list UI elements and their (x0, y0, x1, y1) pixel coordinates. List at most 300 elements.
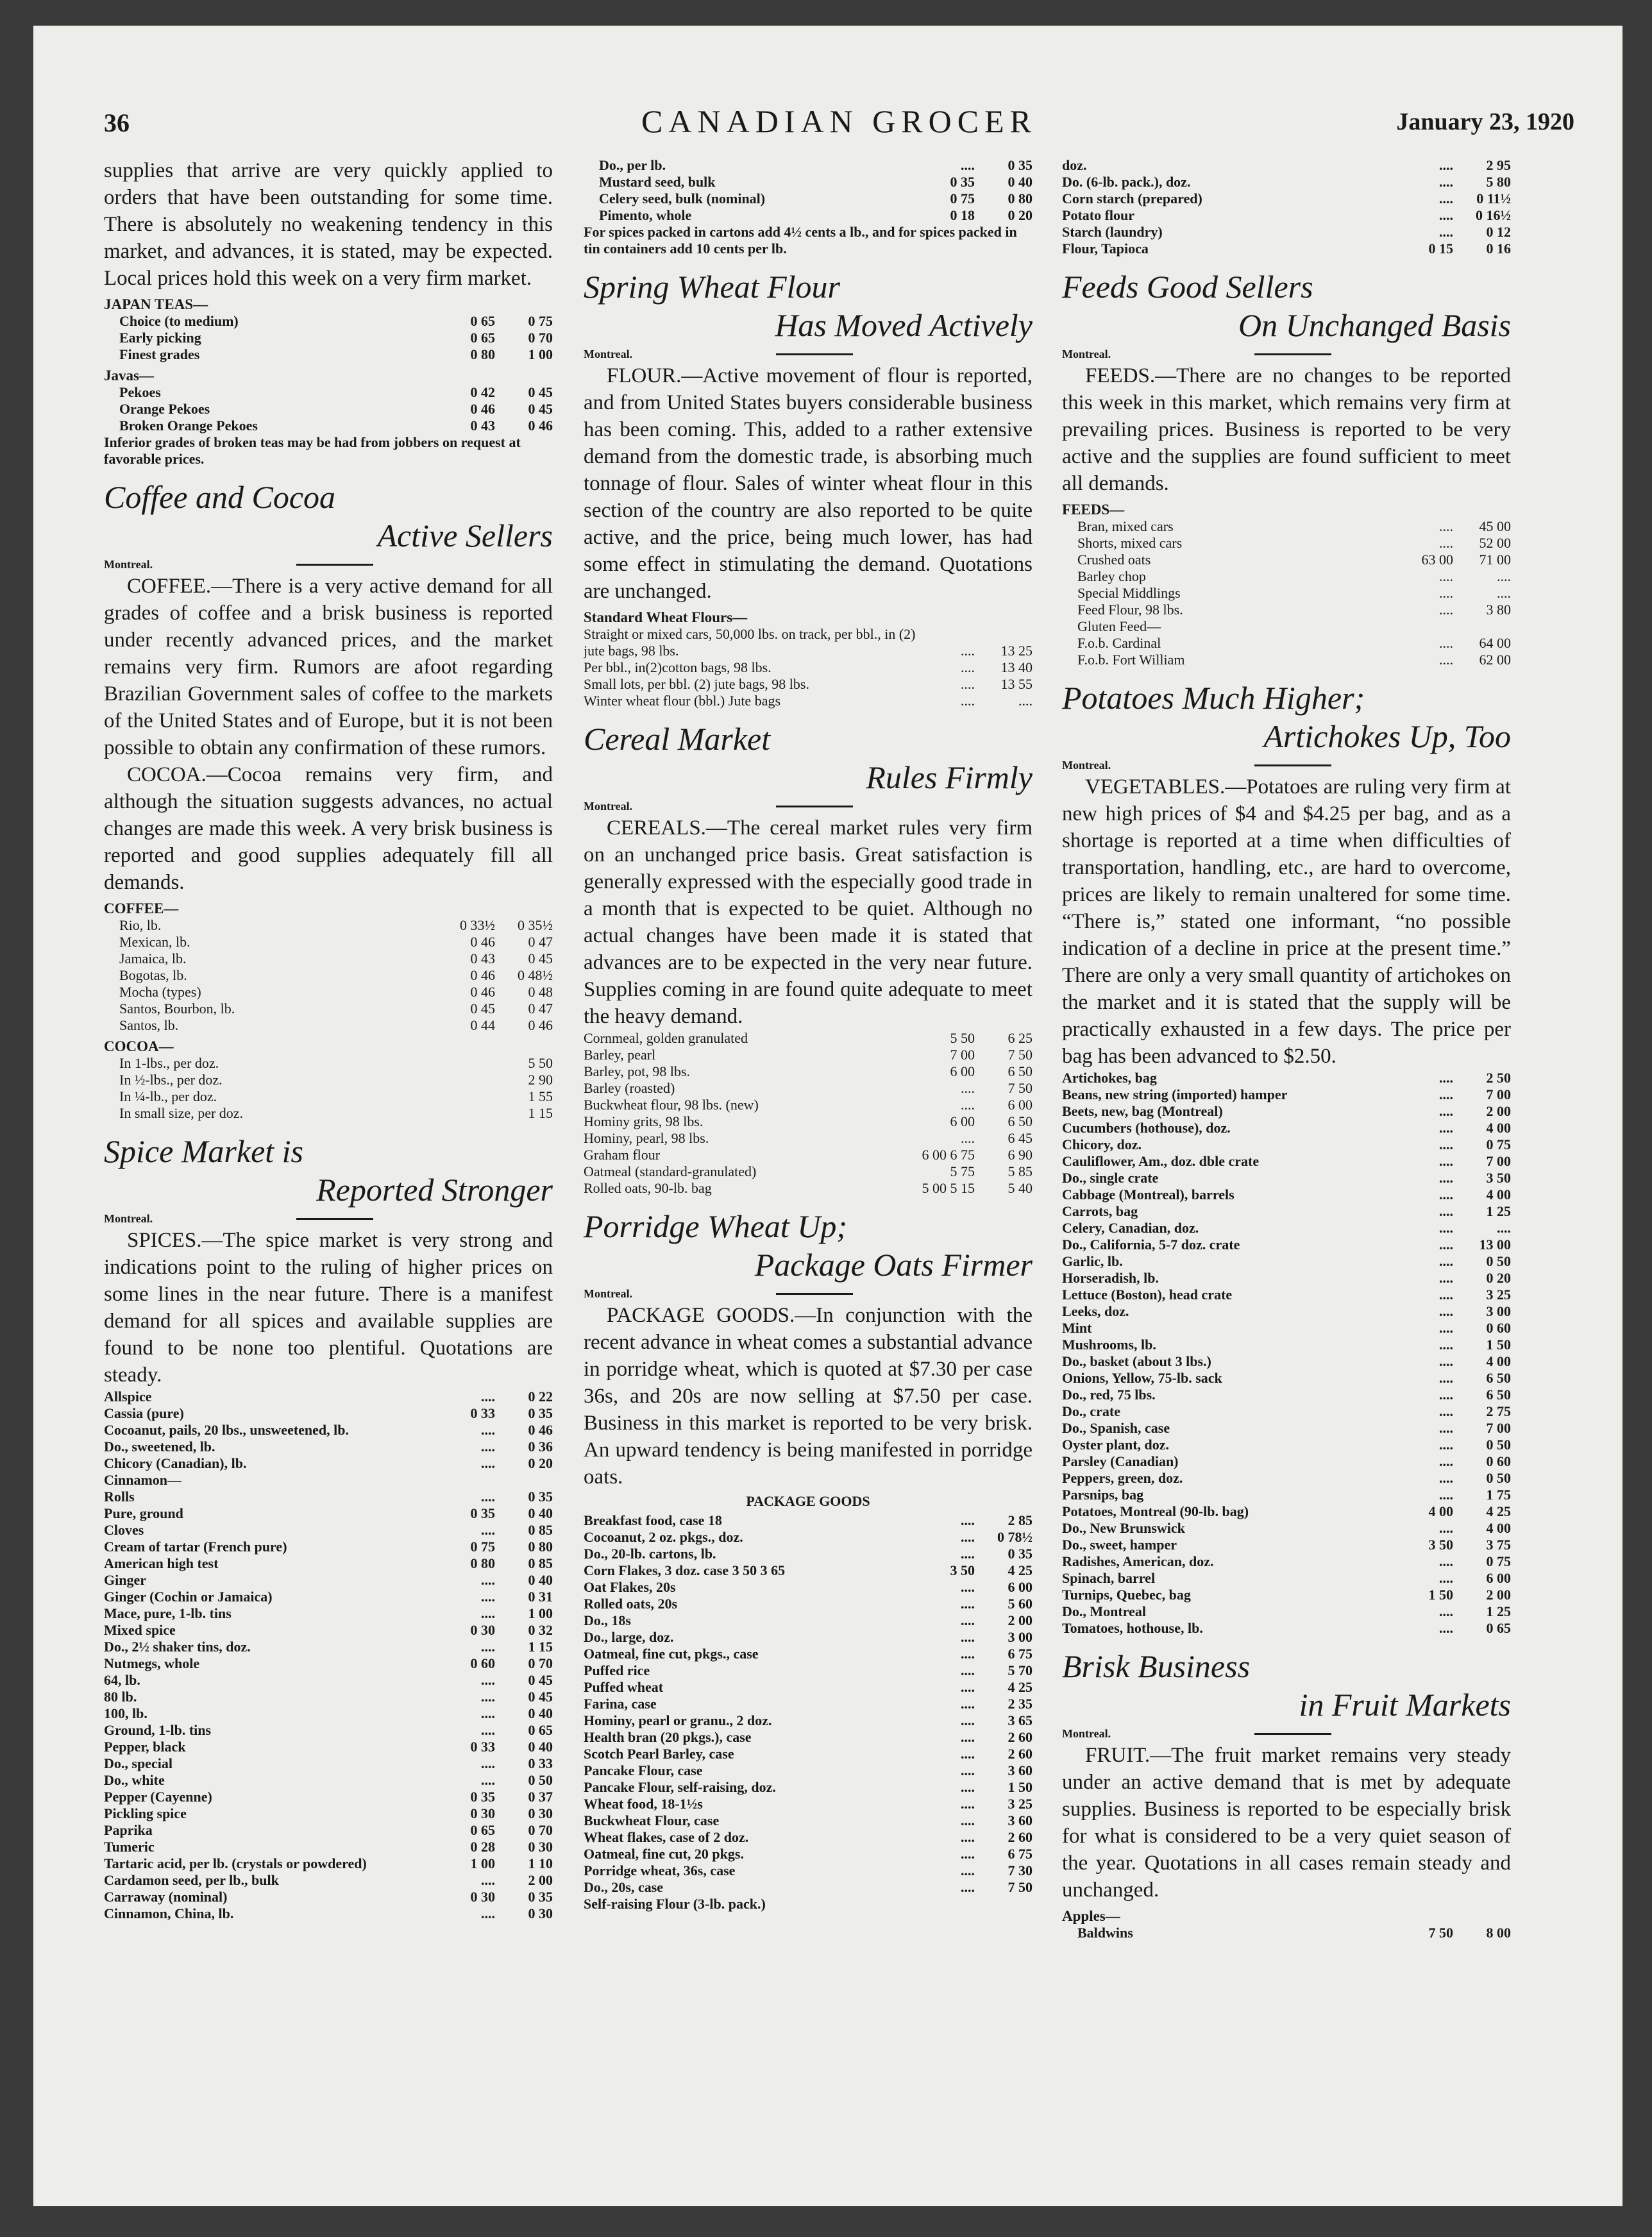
price-row (1062, 1303, 1511, 1320)
price-row (104, 1105, 553, 1122)
price-row (104, 1589, 553, 1605)
price-row (1062, 1103, 1511, 1120)
item-name: Garlic, lb. (1062, 1253, 1123, 1269)
price-low: 0 46 (470, 984, 495, 1000)
item-name: Do., Montreal (1062, 1603, 1146, 1619)
price-high: 6 25 (1007, 1030, 1032, 1046)
price-low: .... (961, 1130, 975, 1146)
item-name: Barley, pot, 98 lbs. (584, 1063, 690, 1079)
dateline-text: Montreal. (584, 1287, 633, 1300)
price-high: 6 90 (1007, 1147, 1032, 1163)
price-low: .... (481, 1455, 495, 1471)
price-row (1062, 1403, 1511, 1420)
price-low: .... (961, 1796, 975, 1812)
price-low: .... (1439, 1553, 1453, 1569)
dateline-text: Montreal. (1062, 759, 1111, 772)
price-low: 0 33½ (460, 917, 495, 933)
price-low: 0 65 (470, 313, 495, 329)
price-low: .... (1439, 652, 1453, 668)
porridge-text: PACKAGE GOODS.—In conjunction with the recent advance in wheat comes a substantial advance in porridge wheat, which is quoted at $7.30 per case 36s, and 20s are now selling at $7.50 per case. Business in this market is reported to be very brisk. An upward tendency is being manifested in porridge oats. (584, 1304, 1032, 1489)
price-low: .... (961, 1546, 975, 1562)
price-row (1062, 1220, 1511, 1237)
price-high: 5 70 (1007, 1662, 1032, 1678)
price-high: 6 75 (1007, 1846, 1032, 1862)
price-high: 6 50 (1486, 1387, 1511, 1403)
price-row (104, 330, 553, 346)
japan-teas-head: JAPAN TEAS— (104, 296, 208, 312)
price-low: .... (1439, 207, 1453, 223)
item-name: Do., Spanish, case (1062, 1420, 1170, 1436)
price-low: 0 35 (470, 1505, 495, 1521)
price-row (104, 1572, 553, 1589)
price-low: .... (1439, 1086, 1453, 1102)
item-name: Parsley (Canadian) (1062, 1453, 1179, 1469)
price-high: 52 00 (1479, 535, 1511, 551)
feeds-list-head: FEEDS— (1062, 502, 1125, 518)
item-name: Mixed spice (104, 1622, 176, 1638)
price-low (437, 1088, 495, 1105)
price-high: 0 48 (528, 984, 553, 1000)
price-low: .... (481, 1722, 495, 1738)
price-low (917, 1896, 975, 1912)
item-name: Cabbage (Montreal), barrels (1062, 1186, 1235, 1203)
item-name: Do., sweet, hamper (1062, 1537, 1177, 1553)
price-high: 7 50 (1007, 1047, 1032, 1063)
rule (1254, 353, 1331, 355)
price-low: 5 75 (950, 1163, 975, 1179)
price-low: 0 18 (950, 207, 975, 223)
price-row (104, 401, 553, 418)
coffee-text: COFFEE.—There is a very active demand for all grades of coffee and a brisk business is reported under recently advanced prices, and the market remains very firm. Rumors are afoot regarding Brazilian Government sales of coffee to the markets of the United States and of Europe, but it is not been possible to obtain any confirmation of these rumors. (104, 575, 553, 759)
item-name: Ground, 1-lb. tins (104, 1722, 212, 1738)
price-low: .... (481, 1522, 495, 1538)
price-row (104, 1055, 553, 1072)
price-row (104, 346, 553, 363)
item-name: Beets, new, bag (Montreal) (1062, 1103, 1223, 1119)
price-low: .... (1439, 568, 1453, 584)
price-low: .... (961, 1846, 975, 1862)
price-row (584, 1546, 1032, 1562)
price-low: 0 43 (470, 418, 495, 434)
price-high: 3 25 (1007, 1796, 1032, 1812)
item-name: Peppers, green, doz. (1062, 1470, 1183, 1486)
item-name: Rolls (104, 1489, 135, 1505)
price-high: 0 35 (528, 1889, 553, 1905)
price-row (584, 1163, 1032, 1180)
item-name: Buckwheat flour, 98 lbs. (new) (584, 1097, 759, 1113)
price-high: 2 35 (1007, 1696, 1032, 1712)
price-row (104, 1739, 553, 1755)
price-row (584, 1862, 1032, 1879)
price-high: 2 60 (1007, 1829, 1032, 1845)
price-row (1062, 1320, 1511, 1337)
item-name: 80 lb. (104, 1689, 137, 1705)
price-high: 0 46 (528, 1422, 553, 1438)
price-high: 0 36 (528, 1439, 553, 1455)
price-high: 13 55 (1000, 676, 1032, 692)
price-row (1062, 1237, 1511, 1253)
item-name: Starch (laundry) (1062, 224, 1163, 240)
coffee-table (104, 917, 553, 1034)
price-low (437, 1055, 495, 1072)
price-high: 7 00 (1486, 1420, 1511, 1436)
item-name: Wheat food, 18-1½s (584, 1796, 703, 1812)
price-row (104, 1855, 553, 1872)
price-row (1062, 1587, 1511, 1603)
item-name: Cream of tartar (French pure) (104, 1539, 287, 1555)
price-high: 0 45 (528, 950, 553, 967)
flour-list-head: Standard Wheat Flours— (584, 609, 748, 625)
price-low: 6 00 6 75 (922, 1147, 975, 1163)
price-row (1062, 1603, 1511, 1620)
price-row (104, 1000, 553, 1017)
price-row (104, 1689, 553, 1705)
price-row (584, 1879, 1032, 1896)
price-low: 0 46 (470, 934, 495, 950)
price-row (584, 1696, 1032, 1712)
price-high: .... (1497, 585, 1511, 601)
item-name: Pickling spice (104, 1805, 187, 1821)
price-low: .... (1439, 1170, 1453, 1186)
price-low: .... (1439, 1070, 1453, 1086)
price-high: 1 75 (1486, 1487, 1511, 1503)
item-name: Do., New Brunswick (1062, 1520, 1185, 1536)
price-high: 2 60 (1007, 1746, 1032, 1762)
price-row (584, 659, 1032, 676)
price-low: .... (961, 1512, 975, 1528)
price-row (104, 1389, 553, 1405)
price-low (437, 1072, 495, 1088)
price-low: .... (961, 1679, 975, 1695)
item-name: Pimento, whole (599, 207, 692, 223)
price-low: .... (961, 1879, 975, 1895)
spices-table (104, 1389, 553, 1922)
price-row (584, 1080, 1032, 1097)
price-high: 4 25 (1007, 1562, 1032, 1578)
price-low: .... (481, 1872, 495, 1888)
price-high: 0 30 (528, 1905, 553, 1921)
price-high: 0 20 (1007, 207, 1032, 223)
item-name: Farina, case (584, 1696, 657, 1712)
item-name: Pepper, black (104, 1739, 186, 1755)
headline-line-1: Potatoes Much Higher; (1062, 680, 1365, 716)
price-low: .... (961, 1080, 975, 1096)
price-row (1062, 1453, 1511, 1470)
price-low: .... (961, 1097, 975, 1113)
headline-line-2: Package Oats Firmer (754, 1247, 1032, 1283)
price-low: 63 00 (1421, 552, 1453, 568)
headline-line-2: Artichokes Up, Too (1263, 718, 1511, 754)
price-high: 0 35 (1007, 157, 1032, 173)
price-high: 3 60 (1007, 1762, 1032, 1778)
price-low: 0 33 (470, 1739, 495, 1755)
price-row (1062, 1253, 1511, 1270)
price-high: 0 50 (1486, 1253, 1511, 1269)
price-row (584, 1629, 1032, 1646)
price-row (1062, 241, 1511, 257)
price-row (1062, 1287, 1511, 1303)
price-high: 0 45 (528, 1672, 553, 1688)
price-high: 6 50 (1007, 1113, 1032, 1129)
cereal-text: CEREALS.—The cereal market rules very firm on an unchanged price basis. Great satisfaction is generally expressed with the especially good trade in a month that is expected to be quiet. Although no actual changes have been made it is stated that advances are to be expected in the very near future. Supplies coming in are found quite adequate to meet the heavy demand. (584, 816, 1032, 1028)
price-high: 71 00 (1479, 552, 1511, 568)
column-2 (584, 157, 1032, 1912)
porridge-headline (584, 1207, 1032, 1284)
price-row (104, 1622, 553, 1639)
price-low: 1 50 (1428, 1587, 1453, 1603)
price-high: 0 75 (1486, 1553, 1511, 1569)
price-low: .... (1439, 1253, 1453, 1269)
price-row (1062, 1520, 1511, 1537)
item-name: Puffed rice (584, 1662, 650, 1678)
price-high: 0 12 (1486, 224, 1511, 240)
item-name: Do., large, doz. (584, 1629, 674, 1645)
rule (776, 353, 853, 355)
apples-table (1062, 1925, 1511, 1941)
price-row (104, 1755, 553, 1772)
item-name: Do., single crate (1062, 1170, 1159, 1186)
price-row (1062, 1186, 1511, 1203)
price-row (584, 1512, 1032, 1529)
column-1 (104, 157, 553, 1922)
price-row (584, 626, 1032, 659)
price-high: 0 40 (528, 1705, 553, 1721)
price-high: 13 25 (1000, 643, 1032, 659)
price-high: 1 10 (528, 1855, 553, 1871)
price-high: 0 22 (528, 1389, 553, 1405)
item-name: Oatmeal, fine cut, 20 pkgs. (584, 1846, 744, 1862)
price-high: 5 50 (528, 1055, 553, 1071)
price-low: 0 30 (470, 1622, 495, 1638)
page-header (104, 103, 1574, 154)
item-name: Cloves (104, 1522, 144, 1538)
feeds-table (1062, 518, 1511, 668)
price-low: .... (1439, 1370, 1453, 1386)
price-low (437, 1472, 495, 1489)
price-row (1062, 224, 1511, 241)
price-high: 0 35 (528, 1405, 553, 1421)
price-high: 3 65 (1007, 1712, 1032, 1728)
price-low: 0 60 (470, 1655, 495, 1671)
price-low: .... (961, 1696, 975, 1712)
price-low: .... (1439, 1420, 1453, 1436)
price-low: .... (961, 1862, 975, 1878)
item-name: Oyster plant, doz. (1062, 1437, 1170, 1453)
issue-date: January 23, 1920 (1396, 108, 1574, 135)
price-high: 2 00 (1486, 1103, 1511, 1119)
item-name: Porridge wheat, 36s, case (584, 1862, 736, 1878)
item-name: Rolled oats, 90-lb. bag (584, 1180, 712, 1196)
price-low: .... (481, 1389, 495, 1405)
price-low: 0 45 (470, 1000, 495, 1017)
price-high: 0 70 (528, 330, 553, 346)
item-name: Rolled oats, 20s (584, 1596, 678, 1612)
item-name: Do., white (104, 1772, 165, 1788)
item-name: Orange Pekoes (119, 401, 210, 417)
dateline (1062, 347, 1511, 362)
item-name: In small size, per doz. (119, 1105, 244, 1121)
item-name: Cauliflower, Am., doz. dble crate (1062, 1153, 1260, 1169)
item-name: Artichokes, bag (1062, 1070, 1157, 1086)
price-low: 0 65 (470, 330, 495, 346)
price-row (1062, 1387, 1511, 1403)
price-row (104, 1905, 553, 1922)
price-row (584, 1812, 1032, 1829)
price-row (1062, 518, 1511, 535)
price-high: 5 40 (1007, 1180, 1032, 1196)
item-name: Lettuce (Boston), head crate (1062, 1287, 1233, 1303)
item-name: Do., special (104, 1755, 173, 1771)
item-name: American high test (104, 1555, 219, 1571)
price-row (104, 1822, 553, 1839)
price-row (104, 1872, 553, 1889)
price-low: 0 30 (470, 1805, 495, 1821)
price-row (584, 1679, 1032, 1696)
price-high: 0 16½ (1476, 207, 1511, 223)
tea-note: Inferior grades of broken teas may be had from jobbers on request at favorable prices. (104, 434, 521, 467)
price-high: 0 40 (528, 1739, 553, 1755)
price-row (104, 1555, 553, 1572)
price-row (104, 1017, 553, 1034)
headline-line-2: Rules Firmly (866, 759, 1032, 795)
price-low: .... (961, 1729, 975, 1745)
javas-head: Javas— (104, 367, 154, 384)
price-high: 0 50 (528, 1772, 553, 1788)
price-high: 45 00 (1479, 518, 1511, 534)
price-high: 13 00 (1479, 1237, 1511, 1253)
headline-line-1: Spring Wheat Flour (584, 269, 840, 305)
price-high: 1 15 (528, 1105, 553, 1121)
cocoa-text: COCOA.—Cocoa remains very firm, and although the situation suggests advances, no actual changes are made this week. A very brisk business is reported and good supplies adequately fill all demands. (104, 763, 553, 894)
item-name: Horseradish, lb. (1062, 1270, 1159, 1286)
price-row (104, 1839, 553, 1855)
price-high: 0 45 (528, 401, 553, 417)
item-name: Celery seed, bulk (nominal) (599, 190, 766, 207)
price-row (104, 1772, 553, 1789)
price-high: 4 25 (1486, 1503, 1511, 1519)
item-name: Leeks, doz. (1062, 1303, 1129, 1319)
price-low: 6 00 (950, 1063, 975, 1079)
item-name: Mocha (types) (119, 984, 201, 1000)
price-row (104, 1672, 553, 1689)
price-high: 2 00 (1007, 1612, 1032, 1628)
price-row (584, 676, 1032, 693)
item-name: 100, lb. (104, 1705, 148, 1721)
price-low: .... (481, 1772, 495, 1788)
price-row (584, 1746, 1032, 1762)
price-low: 5 00 5 15 (922, 1180, 975, 1196)
price-low: 0 80 (470, 1555, 495, 1571)
newspaper-page (33, 26, 1622, 2206)
item-name: Hominy grits, 98 lbs. (584, 1113, 704, 1129)
dateline-text: Montreal. (1062, 1727, 1111, 1740)
price-low (437, 1105, 495, 1122)
price-high: 5 60 (1007, 1596, 1032, 1612)
price-low: .... (961, 1812, 975, 1828)
price-low: .... (1439, 1136, 1453, 1152)
item-name: Pancake Flour, self-raising, doz. (584, 1779, 776, 1795)
price-row (1062, 1553, 1511, 1570)
price-low: 1 00 (470, 1855, 495, 1871)
cereal-headline (584, 720, 1032, 797)
package-goods-head: PACKAGE GOODS (746, 1493, 870, 1509)
price-low: .... (1439, 1603, 1453, 1619)
price-row (584, 1529, 1032, 1546)
price-row (1062, 1437, 1511, 1453)
price-low: 5 50 (950, 1030, 975, 1046)
item-name: Puffed wheat (584, 1679, 664, 1695)
item-name: Do., basket (about 3 lbs.) (1062, 1353, 1211, 1369)
potato-headline (1062, 679, 1511, 756)
price-row (584, 1113, 1032, 1130)
price-high: 5 85 (1007, 1163, 1032, 1179)
dateline (584, 1287, 1032, 1302)
item-name: Barley, pearl (584, 1047, 656, 1063)
price-high: 0 30 (528, 1839, 553, 1855)
price-low: 0 46 (470, 401, 495, 417)
price-row (1062, 652, 1511, 668)
item-name: Winter wheat flour (bbl.) Jute bags (584, 693, 781, 709)
price-high: 2 60 (1007, 1729, 1032, 1745)
item-name: Barley chop (1077, 568, 1146, 584)
price-high: .... (1497, 568, 1511, 584)
price-row (1062, 1120, 1511, 1136)
price-high: 13 40 (1000, 659, 1032, 675)
item-name: Spinach, barrel (1062, 1570, 1156, 1586)
price-row (104, 1088, 553, 1105)
price-row (1062, 602, 1511, 618)
dateline-text: Montreal. (584, 800, 633, 813)
dateline-text: Montreal. (104, 1212, 153, 1225)
feeds-text: FEEDS.—There are no changes to be reported this week in this market, which remains very firm at prevailing prices. Business is reported to be very active and the supplies are found sufficient to meet all demands. (1062, 364, 1511, 495)
price-row (104, 1522, 553, 1539)
price-high: 3 60 (1007, 1812, 1032, 1828)
item-name: Carrots, bag (1062, 1203, 1138, 1219)
price-high: 4 00 (1486, 1520, 1511, 1536)
item-name: Do., per lb. (599, 157, 666, 173)
price-low: 0 65 (470, 1822, 495, 1838)
item-name: Finest grades (119, 346, 200, 362)
price-high (495, 1472, 553, 1489)
item-name: Scotch Pearl Barley, case (584, 1746, 734, 1762)
price-row (584, 1846, 1032, 1862)
item-name: Celery, Canadian, doz. (1062, 1220, 1199, 1236)
price-high: 6 00 (1007, 1097, 1032, 1113)
item-name: Cucumbers (hothouse), doz. (1062, 1120, 1231, 1136)
dateline-text: Montreal. (104, 558, 153, 571)
item-name: Rio, lb. (119, 917, 162, 933)
price-low: 0 75 (470, 1539, 495, 1555)
price-low: .... (1439, 635, 1453, 651)
price-low: .... (961, 693, 975, 709)
item-name: Gluten Feed— (1077, 618, 1161, 634)
price-high: 6 45 (1007, 1130, 1032, 1146)
price-high: .... (1497, 1220, 1511, 1236)
item-name: Mace, pure, 1-lb. tins (104, 1605, 232, 1621)
price-high: 0 40 (528, 1505, 553, 1521)
item-name: Pure, ground (104, 1505, 183, 1521)
item-name: Onions, Yellow, 75-lb. sack (1062, 1370, 1222, 1386)
price-row (584, 1097, 1032, 1113)
price-row (1062, 157, 1511, 174)
dateline (104, 557, 553, 573)
headline-line-2: Has Moved Actively (775, 307, 1032, 343)
price-row (104, 1705, 553, 1722)
item-name: Do., 20s, case (584, 1879, 664, 1895)
price-high: 1 15 (528, 1639, 553, 1655)
price-row (1062, 1487, 1511, 1503)
price-low: .... (961, 1596, 975, 1612)
